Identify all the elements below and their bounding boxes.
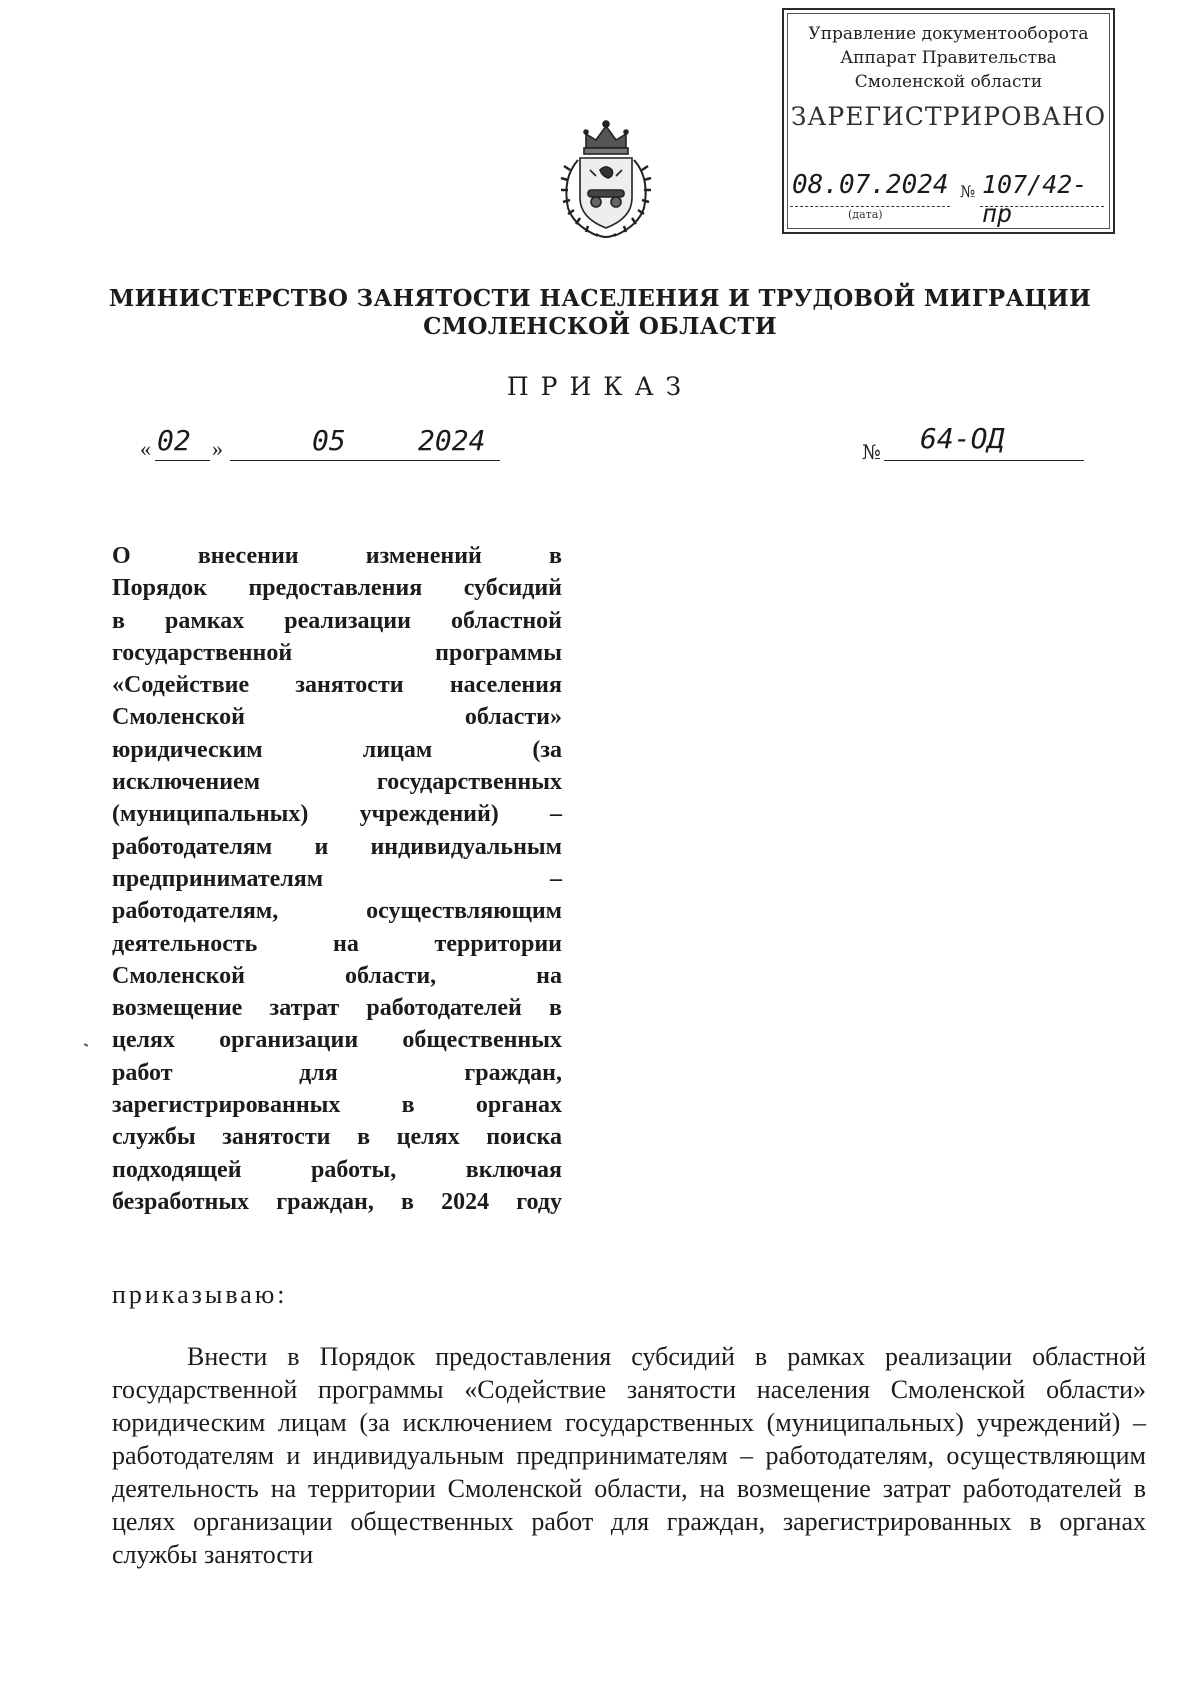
- stamp-date-handwritten: 08.07.2024: [792, 170, 949, 200]
- order-subject: [112, 540, 562, 1218]
- date-quote-close: »: [212, 436, 223, 461]
- order-day-handwritten: 02: [157, 424, 191, 457]
- stamp-registered-label: ЗАРЕГИСТРИРОВАНО: [790, 102, 1107, 131]
- month-year-underline: [230, 460, 500, 461]
- subject-line: зарегистрированных в органах: [112, 1092, 562, 1119]
- subject-line: возмещение затрат работодателей в: [112, 995, 562, 1022]
- subject-line: деятельность на территории: [112, 930, 562, 957]
- subject-line: государственной программы: [112, 639, 562, 666]
- registration-stamp: [782, 8, 1115, 234]
- order-word: приказываю:: [112, 1280, 288, 1309]
- order-number-handwritten: 64-ОД: [920, 422, 1005, 455]
- subject-line: (муниципальных) учреждений) –: [112, 801, 562, 828]
- subject-line: целях организации общественных: [112, 1027, 562, 1054]
- stamp-apparatus: Аппарат Правительства: [840, 48, 1057, 68]
- stamp-date-caption: (дата): [848, 208, 883, 221]
- stamp-number-underline: [980, 205, 1104, 207]
- subject-line: юридическим лицам (за: [112, 736, 562, 763]
- subject-line: Смоленской области, на: [112, 962, 562, 989]
- date-quote-open: «: [140, 436, 151, 461]
- subject-line: предпринимателям –: [112, 865, 562, 892]
- stamp-number-sign: №: [960, 182, 976, 201]
- order-number-sign: №: [862, 440, 881, 464]
- subject-line: исключением государственных: [112, 769, 562, 796]
- subject-line: подходящей работы, включая: [112, 1156, 562, 1183]
- order-body-paragraph: Внести в Порядок предоставления субсидий в рамках реализации областной государственной программы «Содействие занятости населения Смоленской области» юридическим лицам (за исключением государственных (муниципальных) учреждений) – работодателям и индивидуальным предпринимателям – работодателям, осуществляющим деятельность на территории Смоленской области, на возмещение затрат работодателей в целях организации общественных работ для граждан, зарегистрированных в органах службы занятости: [112, 1342, 1146, 1569]
- order-year-handwritten: 2024: [418, 424, 486, 457]
- stamp-region: Смоленской области: [854, 72, 1043, 92]
- stamp-number-handwritten: 107/42-пр: [982, 170, 1088, 228]
- ministry-name-line2: СМОЛЕНСКОЙ ОБЛАСТИ: [423, 313, 777, 340]
- stamp-department: Управление документооборота: [808, 24, 1089, 44]
- subject-line: в рамках реализации областной: [112, 607, 562, 634]
- ministry-name-line1: МИНИСТЕРСТВО ЗАНЯТОСТИ НАСЕЛЕНИЯ И ТРУДОВОЙ МИГРАЦИИ: [108, 285, 1092, 312]
- subject-line: О внесении изменений в: [112, 543, 562, 569]
- smolensk-coat-of-arms-icon: [556, 118, 656, 242]
- subject-line: работ для граждан,: [112, 1059, 562, 1086]
- subject-line: Смоленской области»: [112, 704, 562, 731]
- subject-line: безработных граждан, в 2024 году: [112, 1188, 562, 1215]
- scan-speck: [84, 1043, 88, 1047]
- subject-line: работодателям, осуществляющим: [112, 898, 562, 925]
- day-underline: [155, 460, 210, 461]
- order-number-underline: [884, 460, 1084, 461]
- subject-line: службы занятости в целях поиска: [112, 1124, 562, 1151]
- stamp-date-underline: [790, 205, 950, 207]
- order-month-handwritten: 05: [312, 424, 346, 457]
- subject-line: работодателям и индивидуальным: [112, 833, 562, 860]
- document-type-title: ПРИКАЗ: [506, 372, 694, 401]
- subject-line: «Содействие занятости населения: [112, 672, 562, 699]
- subject-line: Порядок предоставления субсидий: [112, 575, 562, 602]
